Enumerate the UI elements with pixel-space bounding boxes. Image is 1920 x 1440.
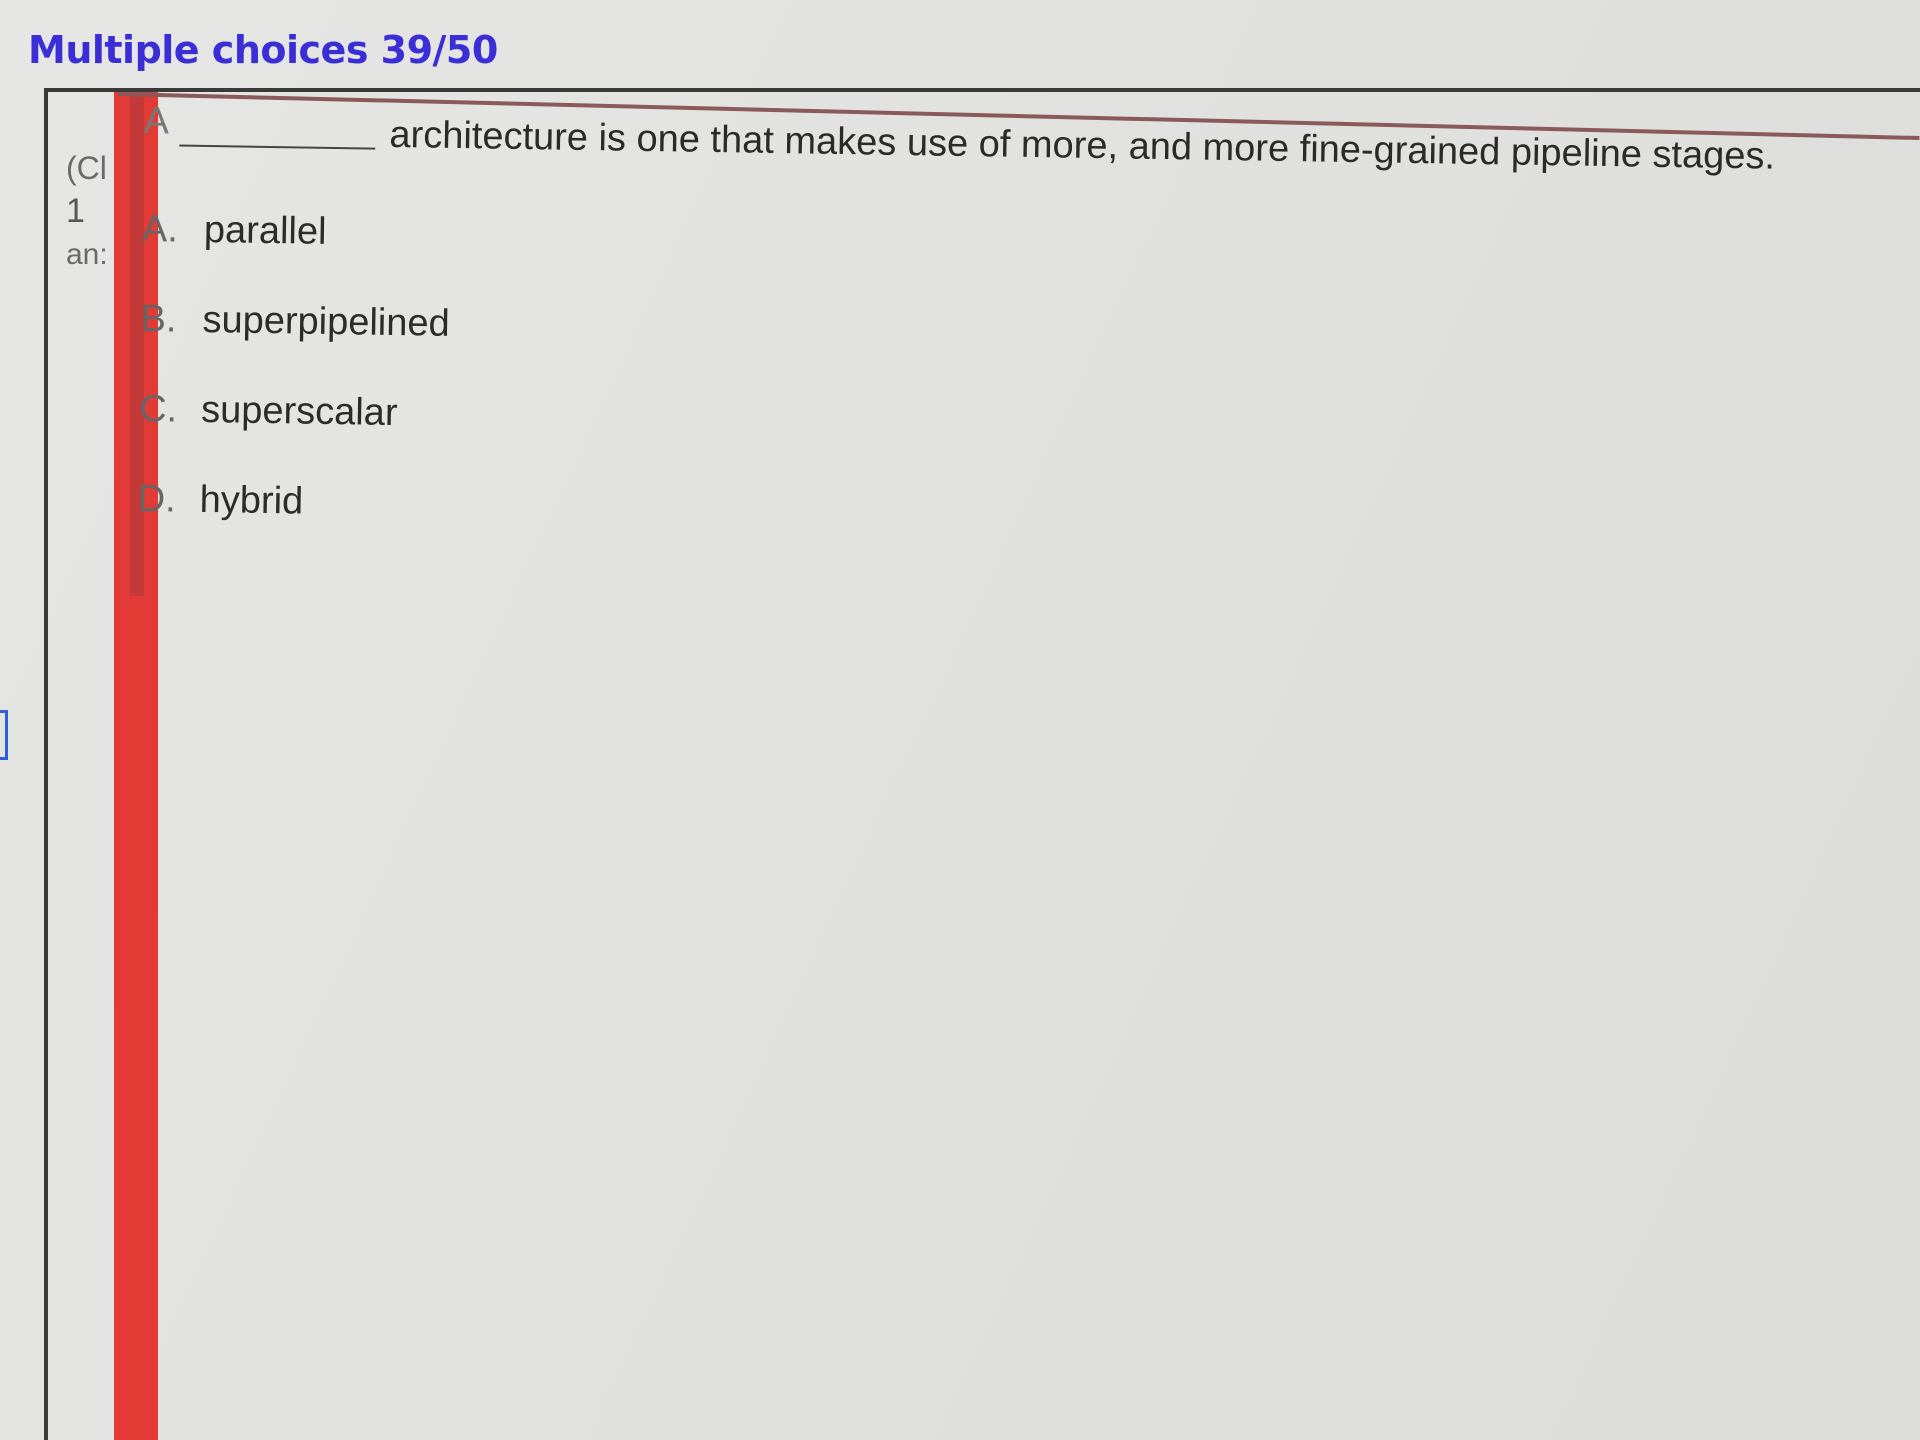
- left-panel-fragment: 1: [66, 192, 85, 230]
- option-text: superpipelined: [202, 298, 451, 345]
- option-letter: C.: [138, 387, 178, 431]
- option-text: parallel: [203, 208, 327, 253]
- side-scroll-marker[interactable]: [0, 710, 8, 760]
- option-letter: A.: [141, 207, 179, 251]
- question-prefix: A: [143, 100, 170, 143]
- left-panel-fragment: an:: [66, 238, 108, 271]
- answer-options: [137, 184, 1902, 572]
- left-panel-fragment: (Cl: [66, 150, 107, 186]
- page-title: Multiple choices 39/50: [28, 28, 498, 72]
- option-text: superscalar: [200, 388, 398, 434]
- question-text: architecture is one that makes use of more, and more fine-grained pipeline stages.: [389, 113, 1776, 178]
- option-letter: B.: [140, 297, 177, 341]
- option-letter: D.: [137, 477, 177, 521]
- question-panel: [137, 100, 1904, 572]
- option-text: hybrid: [199, 478, 304, 523]
- question-blank: [179, 145, 375, 150]
